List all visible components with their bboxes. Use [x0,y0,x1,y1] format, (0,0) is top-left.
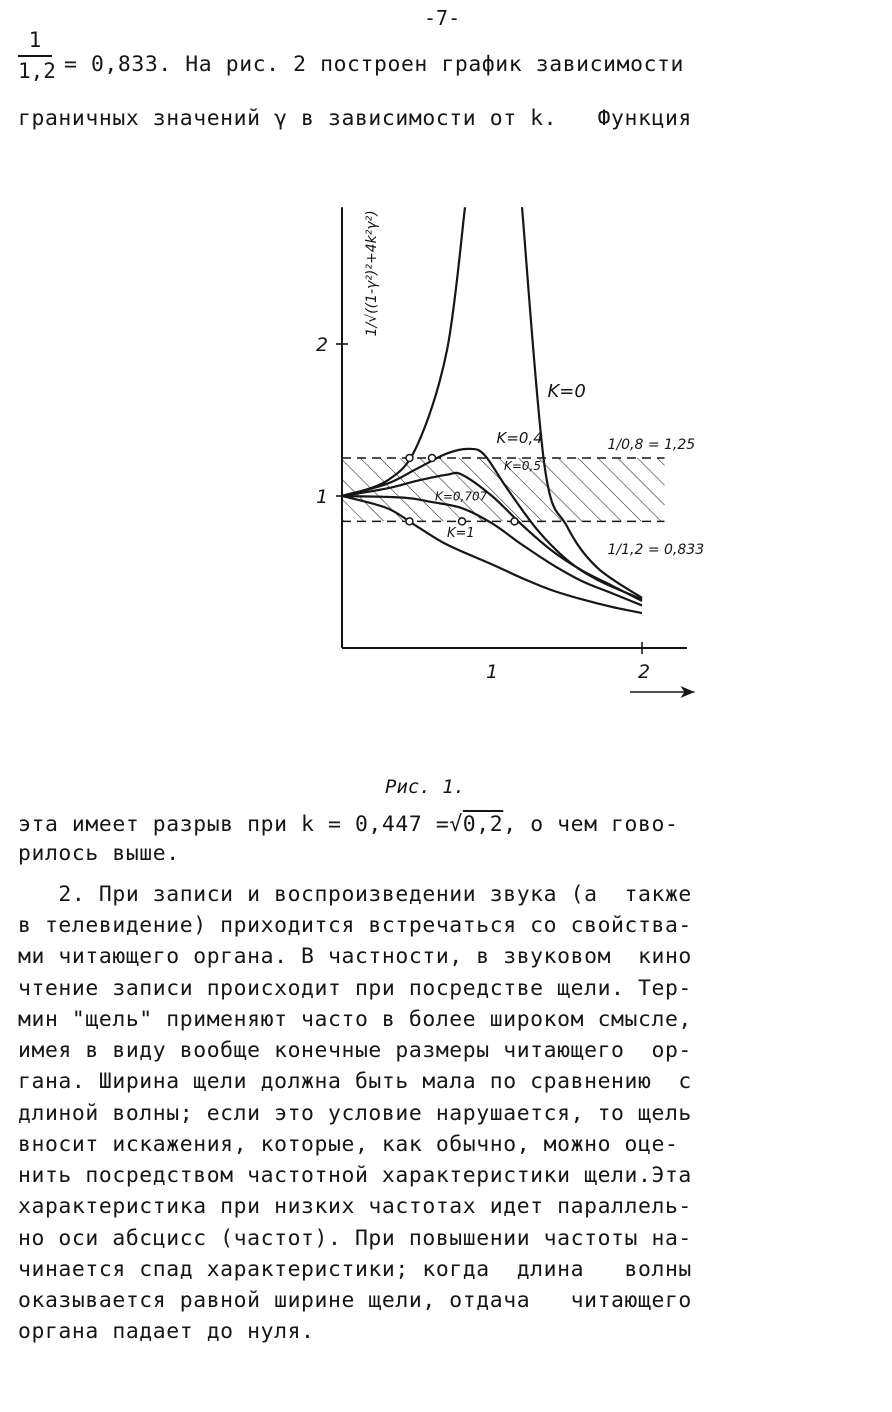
opening-line-1: = 0,833. На рис. 2 построен график зависимости [64,52,684,77]
sqrt-argument: 0,2 [462,812,504,837]
curve-k0-right [522,207,642,598]
figure-frequency-response [280,200,720,730]
x-tick-label-2: 2 [638,661,651,683]
series-label-2: K=0,5 [504,459,542,474]
body-line-13: характеристика при низких частотах идет параллель- [18,1194,692,1219]
body-line-6: чтение записи происходит при посредстве щели. Тер- [18,976,692,1001]
figure-caption: Рис. 1. [385,776,466,798]
series-label-4: K=1 [447,526,475,542]
band-label-1: 1/1,2 = 0,833 [607,541,705,558]
body-line-5: ми читающего органа. В частности, в звуковом кино [18,944,692,969]
body-line-14: но оси абсцисс (частот). При повышении частоты на- [18,1226,692,1251]
marked-point-4 [511,518,518,525]
band-label-0: 1/0,8 = 1,25 [607,436,696,453]
marked-point-1 [429,455,436,462]
y-axis-label: 1/√((1-γ²)²+4k²γ²) [364,210,380,337]
body-line-15: чинается спад характеристики; когда длина волны [18,1257,692,1282]
fraction-numerator: 1 [18,30,52,57]
marked-point-0 [406,455,413,462]
series-label-1: K=0,4 [496,428,543,447]
body-line-2: рилось выше. [18,841,180,866]
body-line-8: имея в виду вообще конечные размеры читающего ор- [18,1038,692,1063]
x-tick-label-1: 1 [486,661,499,683]
body-line-10: длиной волны; если это условие нарушается, то щель [18,1101,692,1126]
body-line-1-tail: , о чем гово- [503,812,679,837]
page-number: -7- [424,6,461,30]
marked-point-2 [406,518,413,525]
body-line-7: мин "щель" применяют часто в более широком смысле, [18,1007,692,1032]
fraction-one-over-one-point-two [18,28,56,83]
opening-line-2: граничных значений γ в зависимости от k. Функция [18,106,692,131]
body-line-1-text: эта имеет разрыв при k = 0,447 = [18,812,450,837]
series-label-3: K=0,707 [435,489,488,504]
body-line-3: 2. При записи и воспроизведении звука (а также [18,882,692,907]
body-line-12: нить посредством частотной характеристики щели.Эта [18,1163,692,1188]
series-label-0: K=0 [547,381,586,403]
sqrt-sign: √ [449,812,463,837]
body-line-9: гана. Ширина щели должна быть мала по сравнению с [18,1069,692,1094]
body-line-1 [18,814,678,835]
body-line-4: в телевидение) приходится встречаться со свойства- [18,913,692,938]
chart-svg [280,200,720,730]
marked-point-3 [459,518,466,525]
body-line-17: органа падает до нуля. [18,1319,315,1344]
body-line-11: вносит искажения, которые, как обычно, можно оце- [18,1132,679,1157]
y-tick-label-1: 1 [316,486,329,508]
fraction-denominator: 1,2 [18,59,56,83]
body-line-16: оказывается равной ширине щели, отдача читающего [18,1288,692,1313]
y-tick-label-2: 2 [316,334,329,356]
